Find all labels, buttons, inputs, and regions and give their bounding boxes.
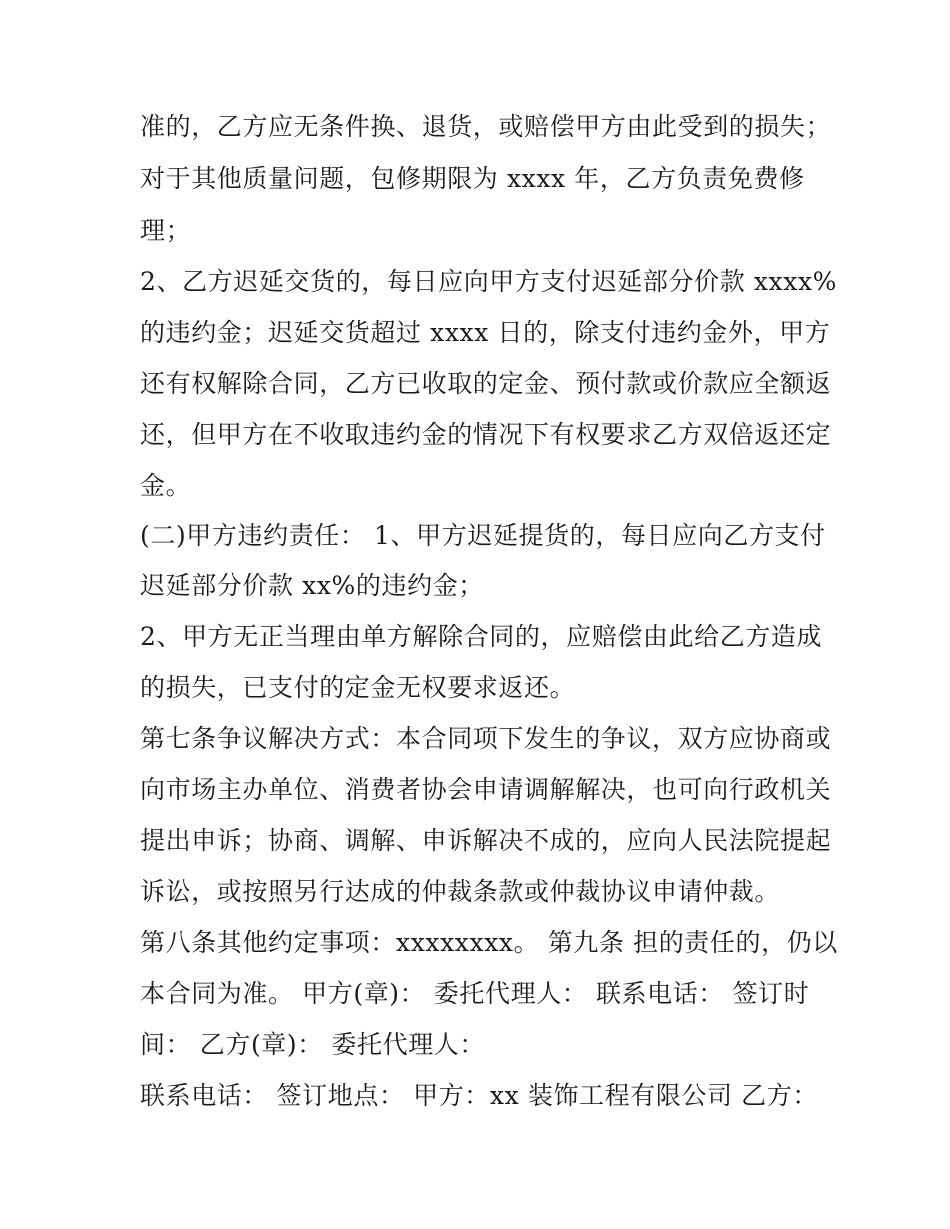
text-line: 准的，乙方应无条件换、退货，或赔偿甲方由此受到的损失； — [140, 112, 832, 141]
text-line: 的损失，已支付的定金无权要求返还。 — [140, 673, 576, 702]
text-line: 理； — [140, 216, 192, 245]
text-line: 2、乙方迟延交货的，每日应向甲方支付迟延部分价款 xxxx% — [140, 267, 838, 296]
text-line: 向市场主办单位、消费者协会申请调解解决，也可向行政机关 — [140, 775, 832, 804]
text-line: 迟延部分价款 xx%的违约金； — [140, 571, 484, 600]
text-line: 第八条其他约定事项：xxxxxxxx。 第九条 担的责任的，仍以 — [140, 928, 838, 957]
text-line: 本合同为准。 甲方(章)： 委托代理人： 联系电话： 签订时 — [140, 979, 810, 1008]
text-line: 2、甲方无正当理由单方解除合同的，应赔偿由此给乙方造成 — [140, 622, 823, 651]
text-line: 的违约金；迟延交货超过 xxxx 日的，除支付违约金外，甲方 — [140, 318, 831, 347]
text-line: 提出申诉；协商、调解、申诉解决不成的，应向人民法院提起 — [140, 826, 832, 855]
text-line: 对于其他质量问题，包修期限为 xxxx 年，乙方负责免费修 — [140, 164, 805, 193]
text-line: 金。 — [140, 471, 192, 500]
text-line: 联系电话： 签订地点： 甲方：xx 装饰工程有限公司 乙方： — [140, 1081, 818, 1110]
text-line: 诉讼，或按照另行达成的仲裁条款或仲裁协议申请仲裁。 — [140, 877, 781, 906]
text-line: 第七条争议解决方式：本合同项下发生的争议，双方应协商或 — [140, 724, 832, 753]
text-line: 还有权解除合同，乙方已收取的定金、预付款或价款应全额返 — [140, 369, 832, 398]
text-line: (二)甲方违约责任： 1、甲方迟延提货的，每日应向乙方支付 — [140, 521, 826, 550]
text-line: 间： 乙方(章)： 委托代理人： — [140, 1030, 486, 1059]
text-line: 还，但甲方在不收取违约金的情况下有权要求乙方双倍返还定 — [140, 420, 832, 449]
